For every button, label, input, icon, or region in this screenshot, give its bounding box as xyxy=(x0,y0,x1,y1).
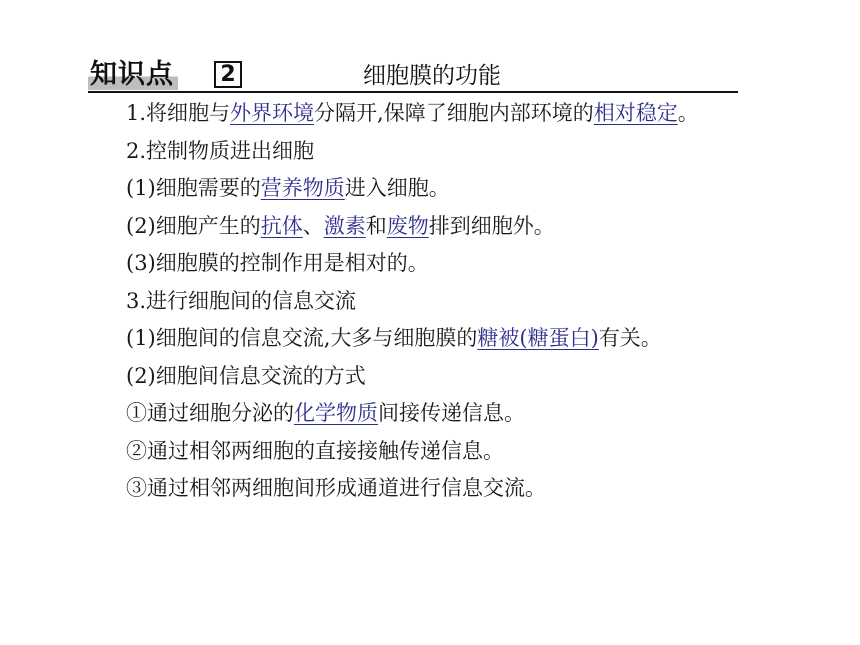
text-segment: ③通过相邻两细胞间形成通道进行信息交流。 xyxy=(126,476,546,500)
text-segment: (1)细胞需要的 xyxy=(126,176,261,200)
paragraph xyxy=(72,245,777,283)
paragraph xyxy=(72,170,777,208)
text-segment: 有关。 xyxy=(598,326,662,350)
text-segment: 。 xyxy=(677,101,699,125)
text-segment: 1.将细胞与 xyxy=(126,101,231,125)
paragraph xyxy=(72,283,777,321)
key-term: 糖被(糖蛋白) xyxy=(477,326,599,350)
paragraph xyxy=(72,433,777,471)
text-segment: 分隔开,保障了细胞内部环境的 xyxy=(314,101,594,125)
paragraph xyxy=(72,95,777,133)
text-segment: 进入细胞。 xyxy=(344,176,450,200)
text-segment: (2)细胞产生的 xyxy=(126,213,261,238)
paragraph xyxy=(72,395,777,433)
knowledge-point-tag: 知识点 xyxy=(88,60,178,90)
section-title: 细胞膜的功能 xyxy=(363,63,501,89)
content-body xyxy=(72,95,777,508)
key-term: 废物 xyxy=(386,213,429,238)
key-term: 抗体 xyxy=(260,213,303,238)
text-segment: (2)细胞间信息交流的方式 xyxy=(126,363,366,388)
header-divider xyxy=(88,91,738,93)
paragraph xyxy=(72,320,777,358)
text-segment: 、 xyxy=(302,213,324,238)
text-segment: 间接传递信息。 xyxy=(378,401,525,425)
text-segment: ②通过相邻两细胞的直接接触传递信息。 xyxy=(126,438,504,463)
paragraph xyxy=(72,208,777,246)
text-segment: 2.控制物质进出细胞 xyxy=(126,138,315,163)
paragraph xyxy=(72,133,777,171)
paragraph xyxy=(72,470,777,508)
key-term: 化学物质 xyxy=(294,401,378,425)
key-term: 激素 xyxy=(323,213,366,238)
paragraph xyxy=(72,358,777,396)
section-header xyxy=(88,58,738,92)
text-segment: 排到细胞外。 xyxy=(428,213,555,238)
key-term: 营养物质 xyxy=(260,176,345,200)
text-segment: 3.进行细胞间的信息交流 xyxy=(126,288,357,313)
key-term: 相对稳定 xyxy=(593,101,678,125)
text-segment: ①通过细胞分泌的 xyxy=(126,401,294,425)
text-segment: (1)细胞间的信息交流,大多与细胞膜的 xyxy=(126,326,478,350)
knowledge-point-number: 2 xyxy=(214,61,242,88)
key-term: 外界环境 xyxy=(230,101,315,125)
text-segment: 和 xyxy=(365,213,387,238)
text-segment: (3)细胞膜的控制作用是相对的。 xyxy=(126,251,429,275)
